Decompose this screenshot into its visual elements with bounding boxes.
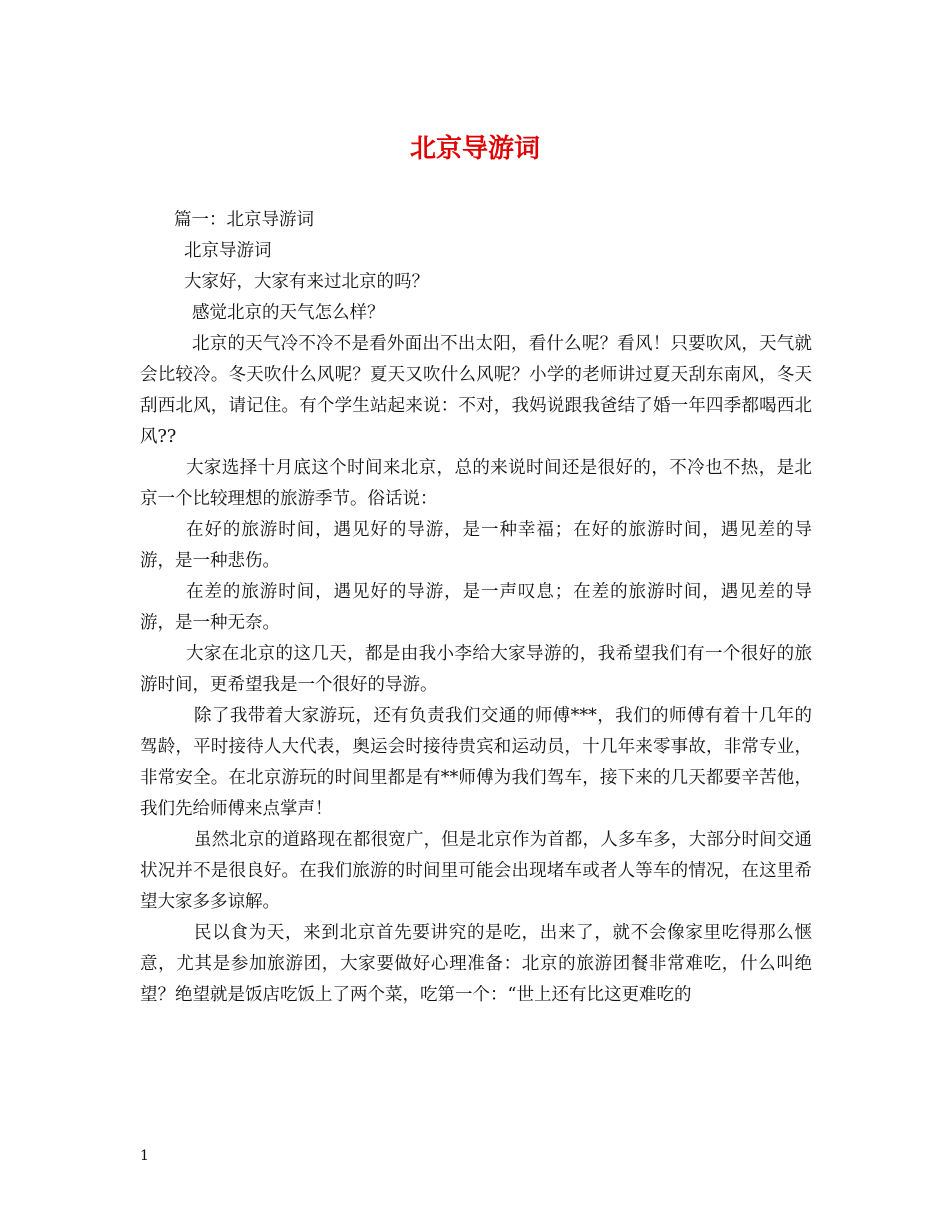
document-title: 北京导游词 xyxy=(409,134,540,164)
paragraph: 除了我带着大家游玩，还有负责我们交通的师傅***，我们的师傅有着十几年的驾龄，平时接待人大代表，奥运会时接待贵宾和运动员，十几年来零事故，非常专业，非常安全。在北京游玩的时间里都是有**师傅为我们驾车，接下来的几天都要辛苦他，我们先给师傅来点掌声！ xyxy=(140,706,812,819)
paragraph: 在好的旅游时间，遇见好的导游，是一种幸福；在好的旅游时间，遇见差的导游，是一种悲伤。 xyxy=(140,520,812,571)
sub-heading: 北京导游词 xyxy=(184,241,272,261)
paragraph: 虽然北京的道路现在都很宽广，但是北京作为首都，人多车多，大部分时间交通状况并不是很良好。在我们旅游的时间里可能会出现堵车或者人等车的情况，在这里希望大家多多谅解。 xyxy=(140,830,812,912)
paragraph: 大家好，大家有来过北京的吗？ xyxy=(184,272,429,292)
page-number: 1 xyxy=(140,1148,149,1164)
paragraph: 北京的天气冷不冷不是看外面出不出太阳，看什么呢？看风！只要吹风，天气就会比较冷。冬天吹什么风呢？夏天又吹什么风呢？小学的老师讲过夏天刮东南风，冬天刮西北风，请记住。有个学生站起来说：不对，我妈说跟我爸结了婚一年四季都喝西北风?? xyxy=(140,334,812,447)
paragraph: 大家在北京的这几天，都是由我小李给大家导游的，我希望我们有一个很好的旅游时间，更希望我是一个很好的导游。 xyxy=(140,644,812,695)
paragraph: 在差的旅游时间，遇见好的导游，是一声叹息；在差的旅游时间，遇见差的导游，是一种无奈。 xyxy=(140,582,812,633)
paragraph: 大家选择十月底这个时间来北京，总的来说时间还是很好的，不冷也不热，是北京一个比较理想的旅游季节。俗话说： xyxy=(140,458,812,509)
document-body xyxy=(140,205,812,1011)
paragraph: 感觉北京的天气怎么样？ xyxy=(192,303,385,323)
paragraph: 民以食为天，来到北京首先要讲究的是吃，出来了，就不会像家里吃得那么惬意，尤其是参加旅游团，大家要做好心理准备：北京的旅游团餐非常难吃，什么叫绝望？绝望就是饭店吃饭上了两个菜，吃第一个：“世上还有比这更难吃的 xyxy=(140,923,812,1005)
section-heading: 篇一：北京导游词 xyxy=(174,210,314,230)
